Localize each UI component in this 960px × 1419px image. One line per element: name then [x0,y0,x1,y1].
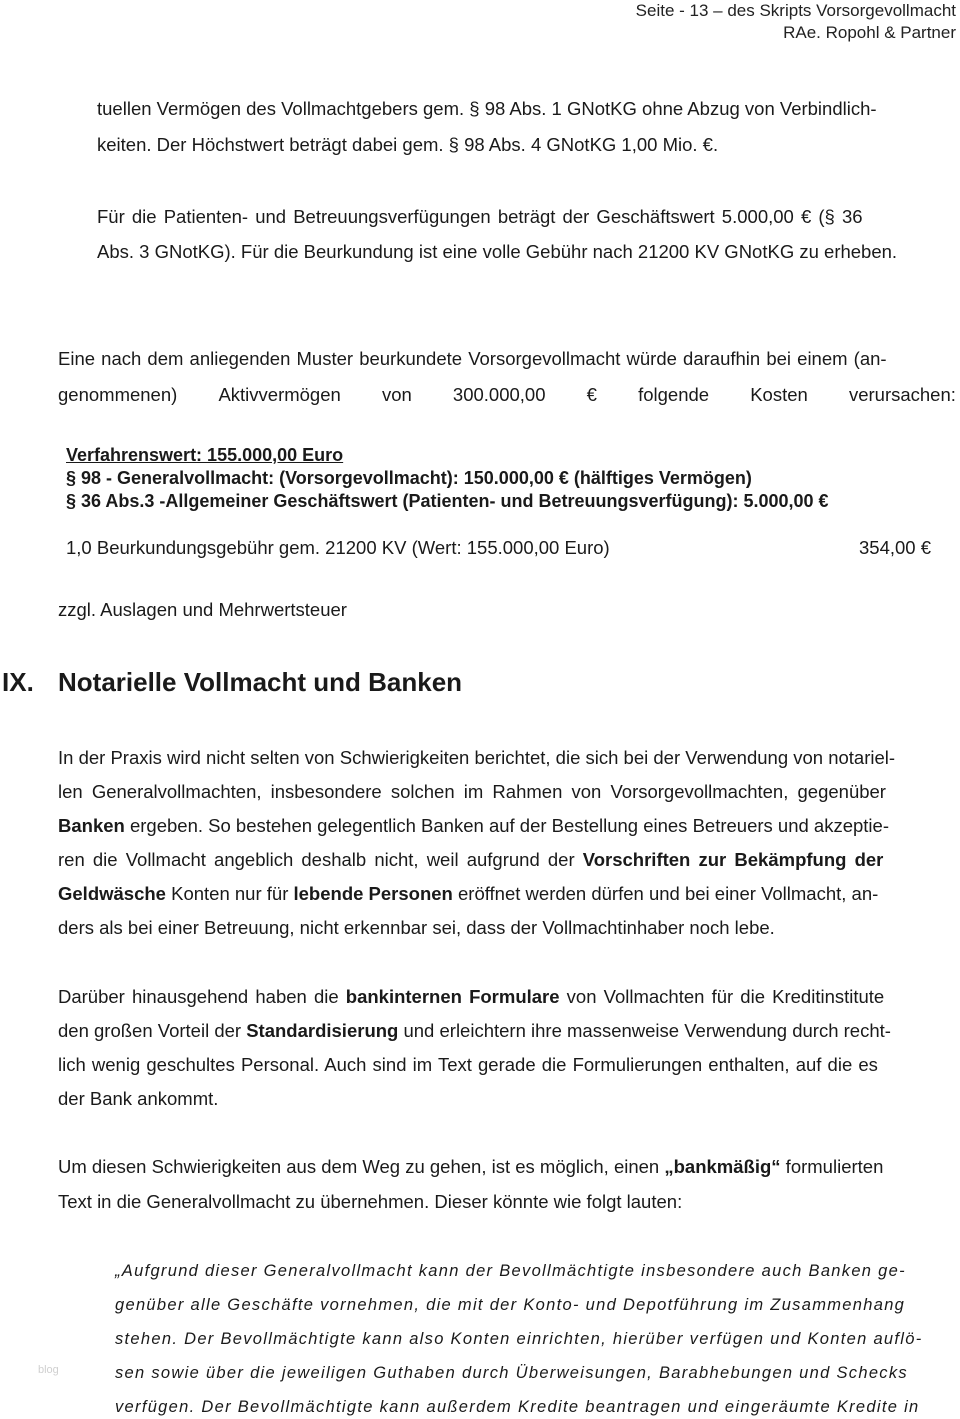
para3-word: verursachen: [848,384,956,405]
para5-text: von Vollmachten für die Kreditinstitute [559,986,885,1007]
para6-text: Um diesen Schwierigkeiten aus dem Weg zu gehen, ist es möglich, einen [58,1156,665,1177]
para4-bold-banks: Banken [58,815,125,836]
para4-text: In der Praxis wird nicht selten von Schwierigkeiten berichtet, die sich bei der Verwendung von notariel- [58,747,896,768]
para4-bold-regulations: Vorschriften zur Bekämpfung der [582,849,884,870]
quote-line3: stehen. Der Bevollmächtigte kann also Konten einrichten, hierüber verfügen und Konten auflö- [115,1330,923,1348]
para6-line2: Text in die Generalvollmacht zu übernehmen. Dieser könnte wie folgt lauten: [58,1191,683,1212]
para4-line2 [58,780,956,804]
para3-word: € [586,384,597,405]
para4-bold-money-laundering: Geldwäsche [58,883,166,904]
para4-text: eröffnet werden dürfen und bei einer Vollmacht, an- [452,883,879,904]
para3-line1: Eine nach dem anliegenden Muster beurkundete Vorsorgevollmacht würde daraufhin bei einem (an- [58,348,887,369]
calc-procedure-value: Verfahrenswert: 155.000,00 Euro [66,445,344,465]
para5-line3: lich wenig geschultes Personal. Auch sind im Text gerade die Formulierungen enthalten, auf die es [58,1054,878,1075]
para4-text: ergeben. So bestehen gelegentlich Banken auf der Bestellung eines Betreuers und akzeptie- [124,815,889,836]
para6-line1 [58,1155,883,1179]
surcharge-note: zzgl. Auslagen und Mehrwertsteuer [58,599,347,620]
header-page-info: Seite - 13 – des Skripts Vorsorgevollmacht [635,1,956,20]
para1-line2: keiten. Der Höchstwert beträgt dabei gem. § 98 Abs. 4 GNotKG 1,00 Mio. €. [97,134,719,155]
fee-amount: 354,00 € [859,537,932,558]
quote-line5: verfügen. Der Bevollmächtigte kann außerdem Kredite beantragen und eingeräumte Kredite in [115,1398,920,1416]
para3-word: Kosten [750,384,808,405]
para6-bold-bank-style: „bankmäßig“ [664,1156,781,1177]
para4-line4 [58,848,883,872]
calc-general-power: § 98 - Generalvollmacht: (Vorsorgevollmacht): 150.000,00 € (hälftiges Vermögen) [66,468,752,488]
para3-word: Aktivvermögen [218,384,341,405]
para5-line4: der Bank ankommt. [58,1088,219,1109]
quote-line1: „Aufgrund dieser Generalvollmacht kann der Bevollmächtigte insbesondere auch Banken ge- [115,1262,906,1280]
para4-text: Konten nur für [165,883,294,904]
para2-line1: Für die Patienten- und Betreuungsverfügungen beträgt der Geschäftswert 5.000,00 € (§ 36 [97,206,863,227]
para5-text: den großen Vorteil der [58,1020,247,1041]
para3-line2 [58,383,956,407]
para6-text: formulierten [780,1156,884,1177]
para5-line2 [58,1019,891,1043]
section-title: Notarielle Vollmacht und Banken [58,667,463,697]
quote-line2: genüber alle Geschäfte vornehmen, die mit der Konto- und Depotführung im Zusammenhang [115,1296,906,1314]
para5-bold-forms: bankinternen Formulare [345,986,560,1007]
para4-bold-living-persons: lebende Personen [293,883,453,904]
para5-bold-standardization: Standardisierung [246,1020,399,1041]
para5-text: Darüber hinausgehend haben die [58,986,346,1007]
calc-general-value: § 36 Abs.3 -Allgemeiner Geschäftswert (Patienten- und Betreuungsverfügung): 5.000,00 € [66,491,829,511]
para4-line6: ders als bei einer Betreuung, nicht erkennbar sei, dass der Vollmachtinhaber noch lebe. [58,917,775,938]
para3-word: 300.000,00 [452,384,546,405]
para3-word: genommenen) [58,384,178,405]
header-firm: RAe. Ropohl & Partner [783,23,956,42]
quote-line4: sen sowie über die jeweiligen Guthaben durch Überweisungen, Barabhebungen und Schecks [115,1364,908,1382]
para1-line1: tuellen Vermögen des Vollmachtgebers gem. § 98 Abs. 1 GNotKG ohne Abzug von Verbindlich- [97,98,877,119]
para3-word: von [381,384,412,405]
para5-line1 [58,985,884,1009]
para3-word: folgende [638,384,710,405]
para2-line2: Abs. 3 GNotKG). Für die Beurkundung ist eine volle Gebühr nach 21200 KV GNotKG zu erheben. [97,241,898,262]
page-header [636,0,956,44]
para5-text: und erleichtern ihre massenweise Verwendung durch recht- [398,1020,891,1041]
para4-line1 [58,746,956,770]
para4-line5 [58,882,878,906]
section-number: IX. [2,667,34,697]
fee-label: 1,0 Beurkundungsgebühr gem. 21200 KV (Wert: 155.000,00 Euro) [66,537,610,558]
watermark: blog [38,1364,59,1376]
para4-line3 [58,814,889,838]
para4-text: ren die Vollmacht angeblich deshalb nicht, weil aufgrund der [58,849,583,870]
para4-text: len Generalvollmachten, insbesondere solchen im Rahmen von Vorsorgevollmachten, gegenüber [58,781,886,802]
